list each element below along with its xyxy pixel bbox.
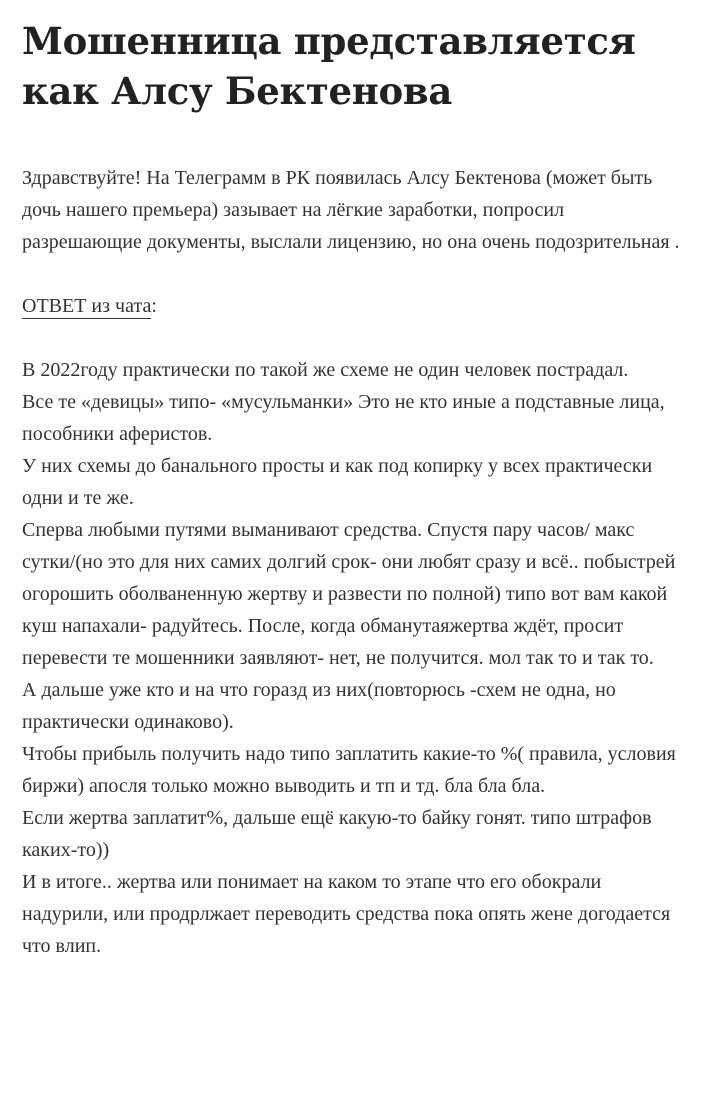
article-title: Мошенница представляется как Алсу Бектенова	[22, 19, 636, 113]
answer-chat-link[interactable]: ОТВЕТ из чата	[22, 295, 152, 317]
answer-colon: :	[151, 295, 157, 317]
answer-paragraph: В 2022году практически по такой же схеме не один человек пострадал.	[22, 359, 629, 381]
answer-paragraph: Все те «девицы» типо- «мусульманки» Это не кто иные а подставные лица, пособники аферистов.	[22, 391, 665, 445]
question-text: Здравствуйте! На Телеграмм в РК появилась Алсу Бектенова (может быть дочь нашего премьера) зазывает на лёгкие заработки, попросил разрешающие документы, выслали лицензию, но она очень подозрительная .	[22, 167, 680, 253]
answer-paragraph: У них схемы до банального просты и как под копирку у всех практически одни и те же.	[22, 455, 653, 509]
answer-body	[22, 354, 688, 962]
answer-paragraph: А дальше уже кто и на что горазд из них(повторюсь -схем не одна, но практически одинаково).	[22, 679, 616, 733]
article	[22, 16, 688, 962]
answer-paragraph: Сперва любыми путями выманивают средства. Спустя пару часов/ макс сутки/(но это для них самих долгий срок- они любят сразу и всё.. побыстрей огорошить оболваненную жертву и развести по полной) типо вот вам какой куш напахали- радуйтесь. После, когда обманутаяжертва ждёт, просит перевести те мошенники заявляют- нет, не получится. мол так то и так то.	[22, 519, 676, 669]
answer-paragraph: И в итоге.. жертва или понимает на каком то этапе что его обокрали надурили, или продрлжает переводить средства пока опять жене догодается что влип.	[22, 871, 671, 957]
answer-paragraph: Чтобы прибыль получить надо типо заплатить какие-то %( правила, условия биржи) апосля только можно выводить и тп и тд. бла бла бла.	[22, 743, 676, 797]
spacer	[22, 322, 688, 354]
spacer	[22, 258, 688, 290]
answer-paragraph: Если жертва заплатит%, дальше ещё какую-то байку гонят. типо штрафов каких-то))	[22, 807, 652, 861]
answer-heading	[22, 290, 688, 322]
